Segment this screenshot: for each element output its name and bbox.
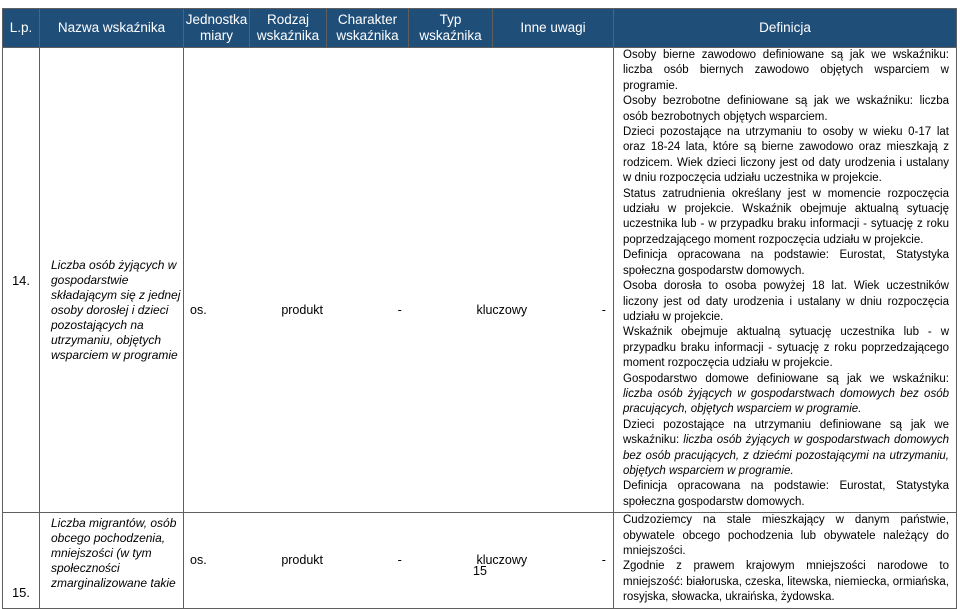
- definition-paragraph: Osoby bezrobotne definiowane są jak we wskaźniku: liczba osób bezrobotnych objętych wsparciem.: [623, 95, 949, 123]
- header-charakter: Charakter wskaźnika: [327, 9, 409, 48]
- unit-value: os.: [190, 303, 207, 318]
- header-nazwa: Nazwa wskaźnika: [40, 9, 184, 48]
- definition-paragraph: Osoby bierne zawodowo definiowane są jak we wskaźniku: liczba osób biernych zawodowo objętych wsparciem w programie.: [623, 49, 949, 92]
- header-uwagi: Inne uwagi: [493, 9, 614, 48]
- notes-value: -: [601, 303, 606, 318]
- definition-italic-text: liczba osób żyjących w gospodarstwach domowych bez osób pracujących, objętych wsparciem w programie.: [623, 387, 949, 416]
- definition-text: Gospodarstwo domowe definiowane są jak we wskaźniku:: [623, 372, 949, 385]
- definition-paragraph: Osoba dorosła to osoba powyżej 18 lat. Wiek uczestników liczony jest od daty urodzenia i ustalany w dniu rozpoczęcia udziału w projekcie.: [623, 280, 949, 323]
- page-number: 15: [473, 564, 487, 578]
- header-typ: Typ wskaźnika: [409, 9, 493, 48]
- table-row: [3, 48, 957, 513]
- kind-value: kluczowy: [476, 553, 528, 568]
- definition-text: Dzieci pozostające na utrzymaniu definiowane są jak we wskaźniku:: [623, 418, 949, 447]
- definition-paragraph: Zgodnie z prawem krajowym mniejszości narodowe to mniejszość: białoruska, czeska, litewska, niemiecka, ormiańska, rosyjska, słowacka, ukraińska, żydowska.: [623, 560, 949, 604]
- row-number: 15.: [3, 513, 40, 608]
- definition-italic-text: liczba osób żyjących w gospodarstwach domowych bez osób pracujących, z dziećmi pozostającymi na utrzymaniu, objętych wsparciem w programie.: [623, 434, 949, 477]
- character-value: -: [397, 553, 402, 568]
- type-value: produkt: [281, 303, 324, 318]
- character-value: -: [397, 303, 402, 318]
- definition-cell: [614, 48, 957, 513]
- indicator-table: [2, 8, 957, 609]
- definition-paragraph: Definicja opracowana na podstawie: Eurostat, Statystyka społeczna gospodarstw domowych.: [623, 480, 949, 508]
- row-number: 14.: [3, 48, 40, 513]
- indicator-attributes: [184, 513, 614, 608]
- table-header-row: [3, 9, 957, 48]
- header-rodzaj: Rodzaj wskaźnika: [250, 9, 327, 48]
- header-jednostka: Jednostka miary: [184, 9, 250, 48]
- definition-paragraph: Wskaźnik obejmuje aktualną sytuację uczestnika lub - w przypadku braku informacji - sytuację z roku poprzedzającego moment rozpoczęcia udziału w projekcie.: [623, 326, 949, 370]
- unit-value: os.: [190, 553, 207, 568]
- definition-paragraph: Definicja opracowana na podstawie: Eurostat, Statystyka społeczna gospodarstw domowych.: [623, 249, 949, 277]
- definition-paragraph: Cudzoziemcy na stale mieszkający w danym państwie, obywatele obcego pochodzenia lub obywatele należący do mniejszości.: [623, 514, 949, 557]
- definition-paragraph: [623, 418, 949, 480]
- indicator-attributes: [184, 48, 614, 513]
- indicator-name: Liczba migrantów, osób obcego pochodzenia, mniejszości (w tym społeczności zmarginalizowane takie: [40, 513, 184, 608]
- header-definicja: Definicja: [614, 9, 957, 48]
- definition-cell: [614, 513, 957, 608]
- definition-paragraph: Status zatrudnienia określany jest w momencie rozpoczęcia udziału w projekcie. Wskaźnik obejmuje aktualną sytuację uczestnika lub - w przypadku braku informacji - sytuację z roku poprzedzającego moment rozpoczęcia udziału w projekcie.: [623, 187, 949, 246]
- header-lp: L.p.: [3, 9, 40, 48]
- definition-paragraph: Dzieci pozostające na utrzymaniu to osoby w wieku 0-17 lat oraz 18-24 lata, które są bierne zawodowo oraz mieszkają z rodzicem. Wiek dzieci liczony jest od daty urodzenia i ustalany w dniu rozpoczęcia udziału uczestnika w projekcie.: [623, 126, 949, 185]
- kind-value: kluczowy: [476, 303, 528, 318]
- definition-paragraph: [623, 372, 949, 418]
- indicator-name: Liczba osób żyjących w gospodarstwie składającym się z jednej osoby dorosłej i dzieci pozostających na utrzymaniu, objętych wsparciem w programie: [40, 48, 184, 513]
- type-value: produkt: [281, 553, 324, 568]
- table-row: [3, 513, 957, 608]
- notes-value: -: [601, 553, 606, 568]
